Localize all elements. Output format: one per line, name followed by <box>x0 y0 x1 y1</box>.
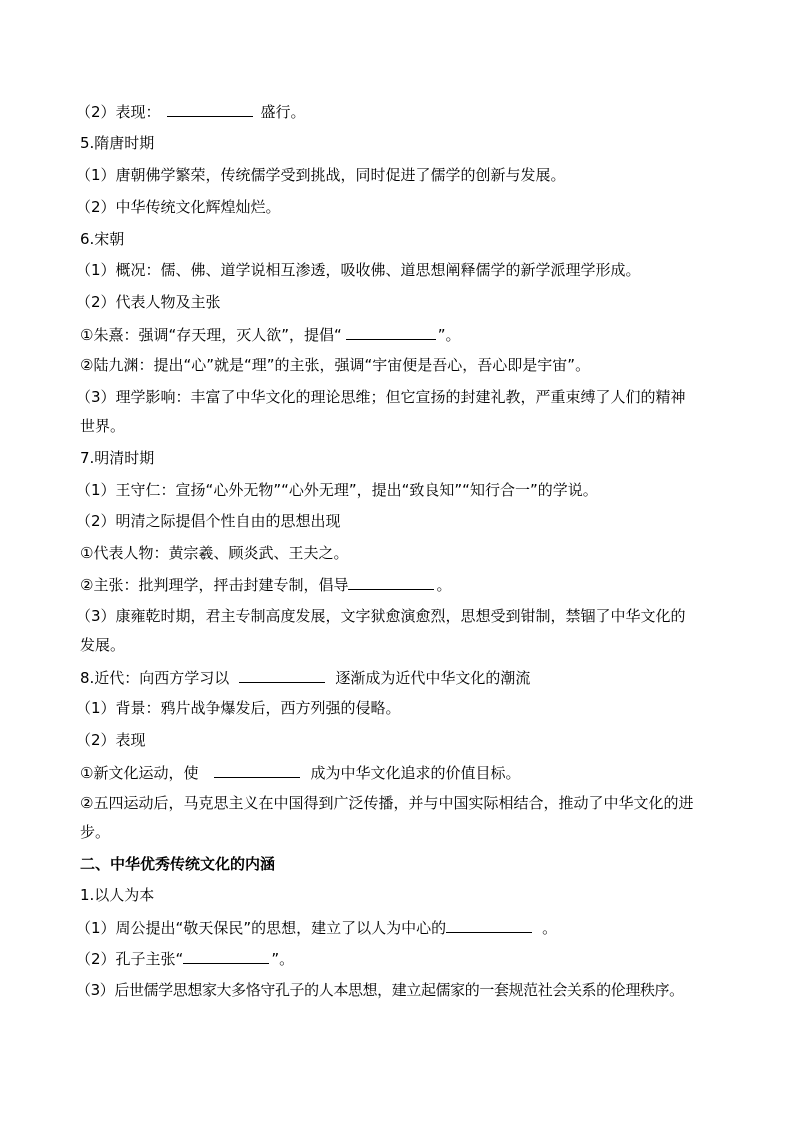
line: （1）概况：儒、佛、道学说相互渗透，吸收佛、道思想阐释儒学的新学派理学形成。 <box>76 261 641 279</box>
fill-blank <box>446 917 532 933</box>
heading-people-oriented: 1.以人为本 <box>80 886 155 904</box>
line: 步。 <box>80 823 111 841</box>
heading-modern: 8.近代：向西方学习以 逐渐成为近代中华文化的潮流 <box>80 669 531 687</box>
line-confucius: （2）孔子主张“ ”。 <box>76 950 295 968</box>
line: （1）背景：鸦片战争爆发后，西方列强的侵略。 <box>76 699 401 717</box>
line: ②五四运动后，马克思主义在中国得到广泛传播，并与中国实际相结合，推动了中华文化的进 <box>80 794 694 812</box>
fill-blank <box>239 667 325 683</box>
line: 世界。 <box>80 417 126 435</box>
line-zhu-xi: ①朱熹：强调“存天理，灭人欲”，提倡“ ”。 <box>80 326 461 344</box>
heading-sui-tang: 5.隋唐时期 <box>80 134 155 152</box>
line: （2）表现 <box>76 731 146 749</box>
fill-blank <box>183 948 269 964</box>
line: ①代表人物：黄宗羲、顾炎武、王夫之。 <box>80 544 349 562</box>
heading-ming-qing: 7.明清时期 <box>80 449 155 467</box>
line: （2）明清之际提倡个性自由的思想出现 <box>76 512 341 530</box>
line: （3）后世儒学思想家大多恪守孔子的人本思想，建立起儒家的一套规范社会关系的伦理秩序。 <box>76 981 684 999</box>
fill-blank <box>348 574 434 590</box>
line: （1）唐朝佛学繁荣，传统儒学受到挑战，同时促进了儒学的创新与发展。 <box>76 166 566 184</box>
line: （1）王守仁：宣扬“心外无物”“心外无理”，提出“致良知”“知行合一”的学说。 <box>76 481 598 499</box>
line-advocate: ②主张：批判理学，抨击封建专制，倡导 。 <box>80 576 452 594</box>
line: ②陆九渊：提出“心”就是“理”的主张，强调“宇宙便是吾心，吾心即是宇宙”。 <box>80 356 591 374</box>
line-new-culture: ①新文化运动，使 成为中华文化追求的价值目标。 <box>80 764 521 782</box>
line: （2）代表人物及主张 <box>76 293 221 311</box>
line: （3）理学影响：丰富了中华文化的理论思维；但它宣扬的封建礼教，严重束缚了人们的精神 <box>76 388 686 406</box>
section-heading: 二、中华优秀传统文化的内涵 <box>80 855 276 873</box>
line: 发展。 <box>80 636 126 654</box>
fill-blank <box>214 762 300 778</box>
line-zhou-gong: （1）周公提出“敬天保民”的思想，建立了以人为中心的 。 <box>76 919 558 937</box>
line-performance: （2）表现： 盛行。 <box>76 103 306 121</box>
fill-blank <box>346 324 436 340</box>
heading-song: 6.宋朝 <box>80 230 125 248</box>
line: （3）康雍乾时期，君主专制高度发展，文字狱愈演愈烈，思想受到钳制，禁锢了中华文化的 <box>76 607 686 625</box>
fill-blank <box>167 101 253 117</box>
line: （2）中华传统文化辉煌灿烂。 <box>76 198 281 216</box>
